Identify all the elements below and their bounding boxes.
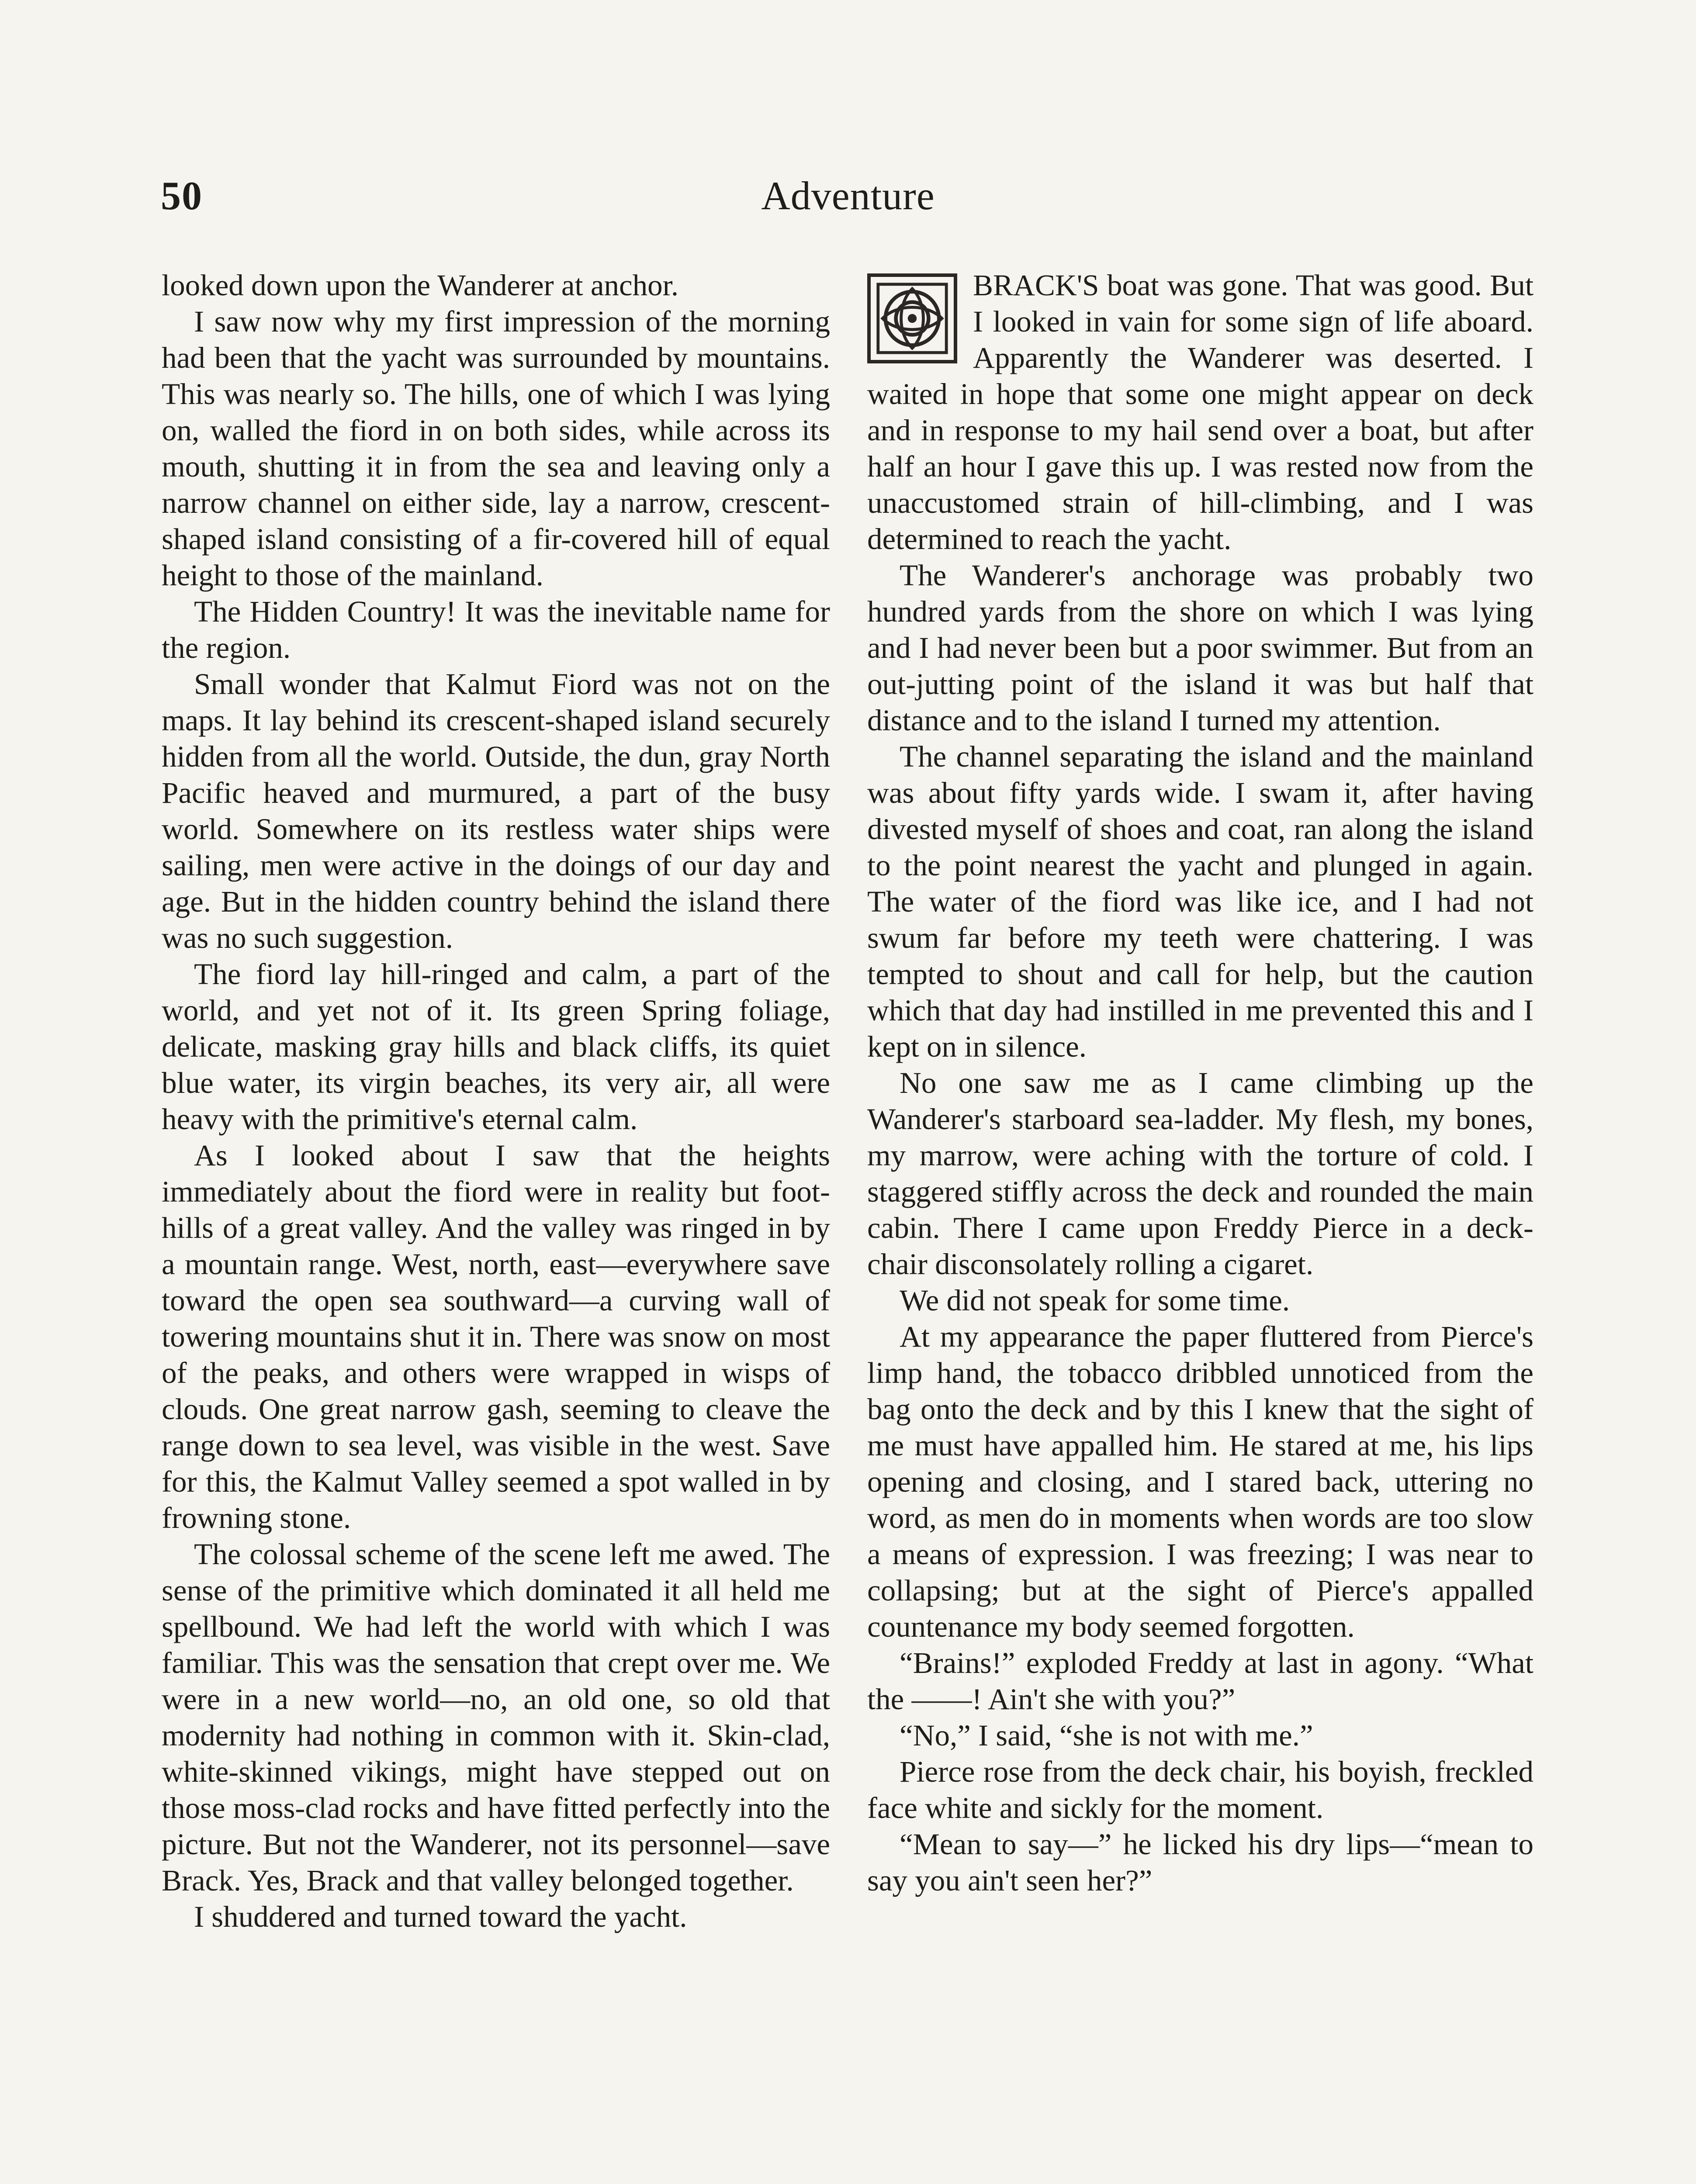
paragraph: At my appearance the paper fluttered from Pierce's limp hand, the tobacco dribbled unnoticed from the bag onto the deck and by this I knew that the sight of me must have appalled him. He stared at me, his lips opening and closing, and I stared back, uttering no word, as men do in moments when words are too slow a means of expression. I was freezing; I was near to collapsing; but at the sight of Pierce's appalled countenance my body seemed forgotten. xyxy=(867,1320,1533,1643)
paragraph: “Mean to say—” he licked his dry lips—“mean to say you ain't seen her?” xyxy=(867,1828,1533,1897)
paragraph: Small wonder that Kalmut Fiord was not on the maps. It lay behind its crescent-shaped island securely hidden from all the world. Outside, the dun, gray North Pacific heaved and murmured, a part of the busy world. Somewhere on its restless water ships were sailing, men were active in the doings of our day and age. But in the hidden country behind the island there was no such suggestion. xyxy=(162,667,830,954)
paragraph: “No,” I said, “she is not with me.” xyxy=(900,1719,1313,1752)
paragraph: The fiord lay hill-ringed and calm, a part of the world, and yet not of it. Its green Spring foliage, delicate, masking gray hills and black cliffs, its quiet blue water, its virgin beaches, its very air, all were heavy with the primitive's eternal calm. xyxy=(162,957,830,1136)
paragraph: The Wanderer's anchorage was probably two hundred yards from the shore on which I was lying and I had never been but a poor swimmer. But from an out-jutting point of the island it was but half that distance and to the island I turned my attention. xyxy=(867,559,1533,737)
paragraph: No one saw me as I came climbing up the Wanderer's starboard sea-ladder. My flesh, my bones, my marrow, were aching with the torture of cold. I staggered stiffly across the deck and rounded the main cabin. There I came upon Freddy Pierce in a deck-chair disconsolately rolling a cigaret. xyxy=(867,1066,1533,1281)
paragraph: BRACK'S boat was gone. That was good. But I looked in vain for some sign of life aboard. Apparently the Wanderer was deserted. I waited in hope that some one might appear on deck and in response to my hail send over a boat, but after half an hour I gave this up. I was rested now from the unaccustomed strain of hill-climbing, and I was determined to reach the yacht. xyxy=(867,269,1533,556)
paragraph: The colossal scheme of the scene left me awed. The sense of the primitive which dominated it all held me spellbound. We had left the world with which I was familiar. This was the sensation that crept over me. We were in a new world—no, an old one, so old that modernity had nothing in common with it. Skin-clad, white-skinned vikings, might have stepped out on those moss-clad rocks and have fitted perfectly into the picture. But not the Wanderer, not its personnel—save Brack. Yes, Brack and that valley belonged together. xyxy=(162,1538,830,1897)
left-column xyxy=(162,267,830,1935)
page-number: 50 xyxy=(161,173,203,218)
right-column xyxy=(867,267,1533,1899)
paragraph: I saw now why my first impression of the morning had been that the yacht was surrounded by mountains. This was nearly so. The hills, one of which I was lying on, walled the fiord in on both sides, while across its mouth, shutting it in from the sea and leaving only a narrow channel on either side, lay a narrow, crescent-shaped island consisting of a fir-covered hill of equal height to those of the mainland. xyxy=(162,305,830,592)
celtic-knot-ornament-icon xyxy=(867,273,957,363)
paragraph: The channel separating the island and the mainland was about fifty yards wide. I swam it, after having divested myself of shoes and coat, ran along the island to the point nearest the yacht and plunged in again. The water of the fiord was like ice, and I had not swum far before my teeth were chattering. I was tempted to shout and call for help, but the caution which that day had instilled in me prevented this and I kept on in silence. xyxy=(867,740,1533,1063)
paragraph: We did not speak for some time. xyxy=(900,1284,1290,1317)
running-title: Adventure xyxy=(761,173,935,218)
paragraph: looked down upon the Wanderer at anchor. xyxy=(162,269,679,302)
paragraph: “Brains!” exploded Freddy at last in agony. “What the ——! Ain't she with you?” xyxy=(867,1646,1533,1716)
paragraph: The Hidden Country! It was the inevitable name for the region. xyxy=(162,595,830,664)
paragraph: As I looked about I saw that the heights immediately about the fiord were in reality but foot-hills of a great valley. And the valley was ringed in by a mountain range. West, north, east—everywhere save toward the open sea southward—a curving wall of towering mountains shut it in. There was snow on most of the peaks, and others were wrapped in wisps of clouds. One great narrow gash, seeming to cleave the range down to sea level, was visible in the west. Save for this, the Kalmut Valley seemed a spot walled in by frowning stone. xyxy=(162,1139,830,1534)
paragraph: I shuddered and turned toward the yacht. xyxy=(194,1900,687,1933)
paragraph: Pierce rose from the deck chair, his boyish, freckled face white and sickly for the moment. xyxy=(867,1755,1533,1825)
page-header xyxy=(0,173,1696,225)
